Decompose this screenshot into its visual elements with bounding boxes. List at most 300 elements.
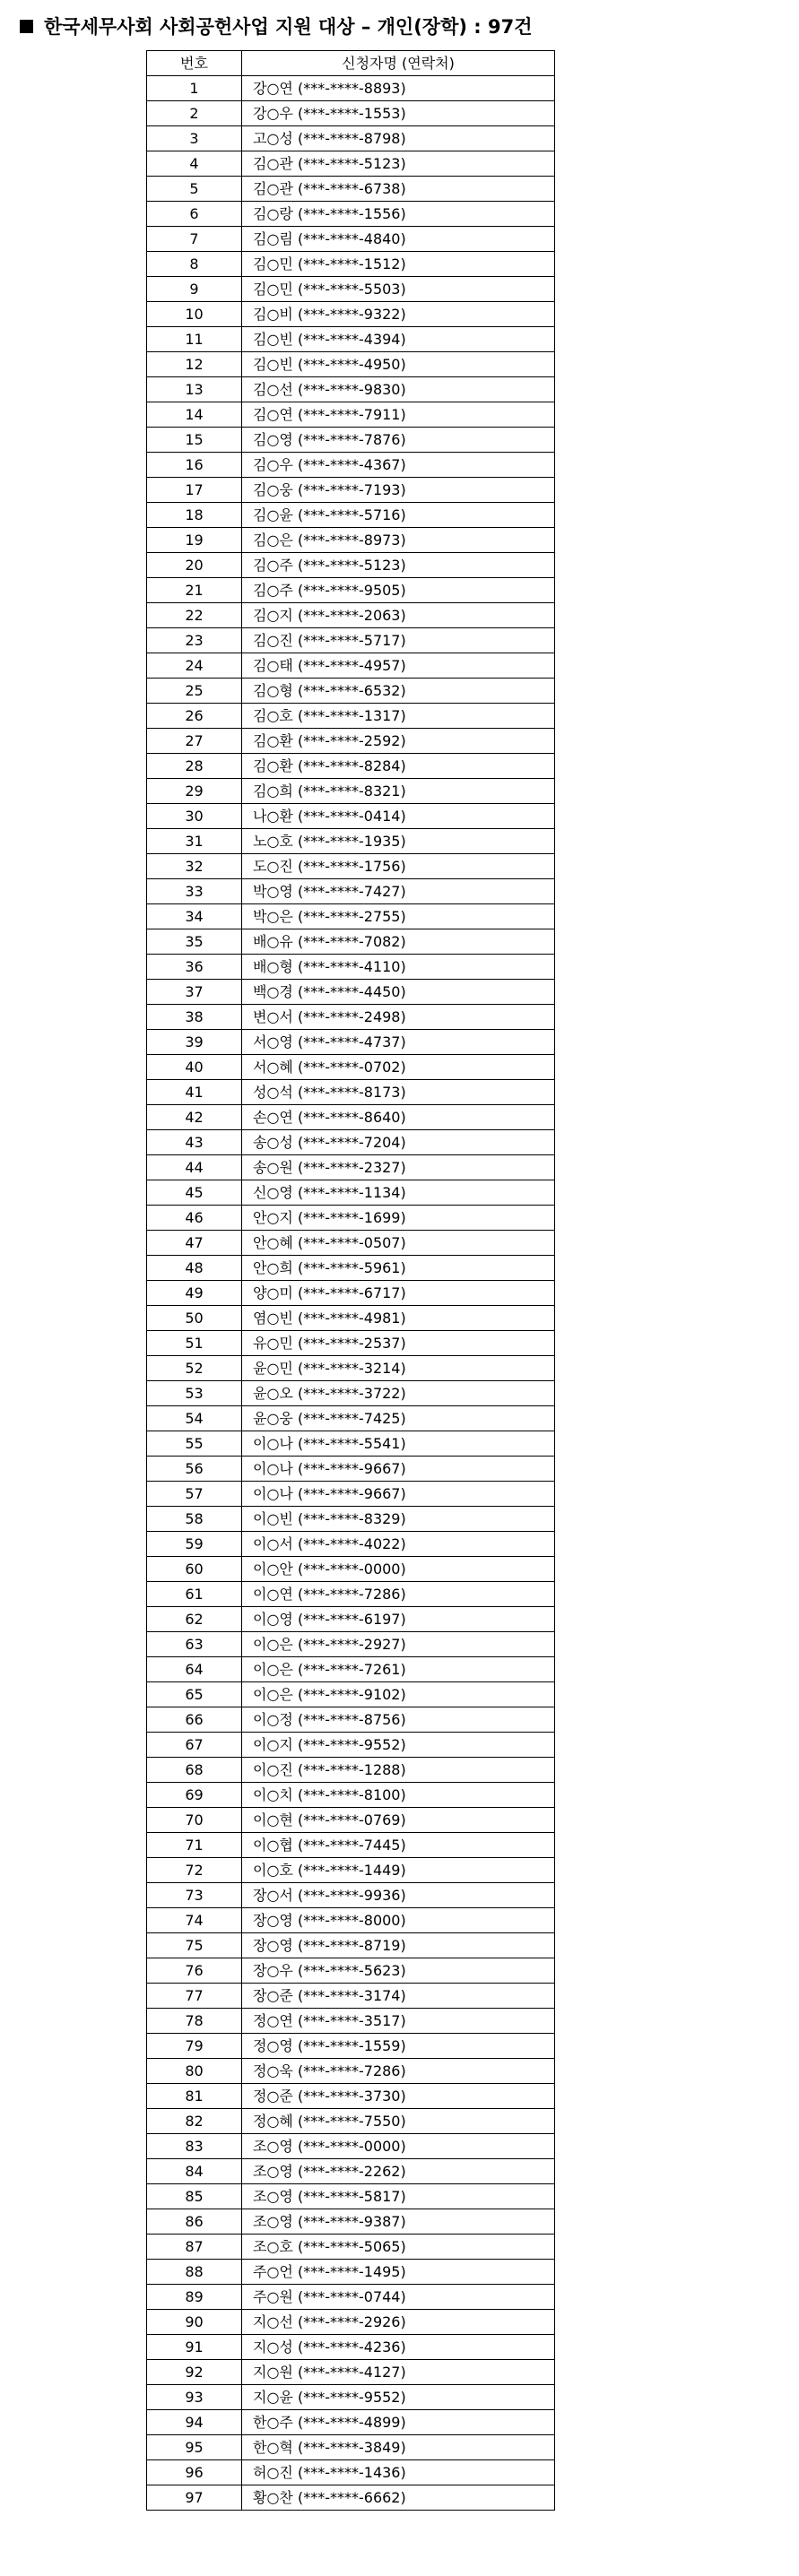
applicant-name: 서○혜 xyxy=(253,1059,293,1076)
row-number: 52 xyxy=(147,1356,242,1381)
row-applicant xyxy=(242,2034,555,2059)
row-number: 71 xyxy=(147,1833,242,1858)
applicant-phone: (***-****-6532) xyxy=(297,682,406,699)
row-number: 89 xyxy=(147,2285,242,2310)
applicant-phone: (***-****-5123) xyxy=(297,557,406,574)
row-number: 74 xyxy=(147,1908,242,1933)
applicant-name: 김○림 xyxy=(253,230,293,247)
row-applicant xyxy=(242,402,555,428)
applicant-name: 장○우 xyxy=(253,1962,293,1979)
applicant-phone: (***-****-7082) xyxy=(297,933,406,950)
applicant-phone: (***-****-1512) xyxy=(297,255,406,272)
row-number: 85 xyxy=(147,2184,242,2209)
row-number: 76 xyxy=(147,1958,242,1984)
row-number: 51 xyxy=(147,1331,242,1356)
applicant-phone: (***-****-7261) xyxy=(297,1661,406,1678)
applicant-phone: (***-****-7876) xyxy=(297,431,406,448)
applicant-phone: (***-****-8100) xyxy=(297,1786,406,1803)
applicant-phone: (***-****-6738) xyxy=(297,180,406,197)
row-number: 81 xyxy=(147,2084,242,2109)
row-number: 91 xyxy=(147,2335,242,2360)
applicant-name: 송○원 xyxy=(253,1159,293,1176)
applicant-phone: (***-****-3174) xyxy=(297,1987,406,2004)
row-number: 56 xyxy=(147,1457,242,1482)
row-number: 19 xyxy=(147,528,242,553)
table-row xyxy=(147,2485,555,2511)
row-number: 34 xyxy=(147,904,242,929)
row-applicant xyxy=(242,428,555,453)
applicant-phone: (***-****-8719) xyxy=(297,1937,406,1954)
row-number: 63 xyxy=(147,1632,242,1657)
row-number: 6 xyxy=(147,202,242,227)
applicant-name: 지○원 xyxy=(253,2364,293,2381)
applicant-name: 김○환 xyxy=(253,732,293,749)
row-applicant xyxy=(242,177,555,202)
row-applicant xyxy=(242,1908,555,1933)
row-number: 60 xyxy=(147,1557,242,1582)
row-applicant xyxy=(242,2460,555,2485)
applicant-phone: (***-****-2498) xyxy=(297,1008,406,1025)
applicant-phone: (***-****-5541) xyxy=(297,1435,406,1452)
applicant-name: 이○나 xyxy=(253,1460,293,1477)
applicant-name: 김○호 xyxy=(253,707,293,724)
applicant-phone: (***-****-2262) xyxy=(297,2163,406,2180)
applicant-name: 이○은 xyxy=(253,1661,293,1678)
row-applicant xyxy=(242,2159,555,2184)
table-row xyxy=(147,2235,555,2260)
row-number: 97 xyxy=(147,2485,242,2511)
applicant-phone: (***-****-3214) xyxy=(297,1360,406,1377)
row-number: 86 xyxy=(147,2209,242,2235)
row-number: 66 xyxy=(147,1707,242,1733)
table-row xyxy=(147,151,555,177)
table-row xyxy=(147,1632,555,1657)
applicant-phone: (***-****-9552) xyxy=(297,1736,406,1753)
row-number: 75 xyxy=(147,1933,242,1958)
row-number: 16 xyxy=(147,453,242,478)
applicant-phone: (***-****-5065) xyxy=(297,2238,406,2255)
table-row xyxy=(147,1557,555,1582)
row-applicant xyxy=(242,1632,555,1657)
table-row xyxy=(147,503,555,528)
row-number: 17 xyxy=(147,478,242,503)
table-row xyxy=(147,2435,555,2460)
row-applicant xyxy=(242,503,555,528)
applicant-name: 이○서 xyxy=(253,1535,293,1552)
applicant-name: 안○희 xyxy=(253,1259,293,1276)
row-number: 69 xyxy=(147,1783,242,1808)
applicant-phone: (***-****-1935) xyxy=(297,833,406,850)
row-number: 79 xyxy=(147,2034,242,2059)
row-number: 44 xyxy=(147,1155,242,1180)
table-row xyxy=(147,1958,555,1984)
row-applicant xyxy=(242,327,555,352)
table-row xyxy=(147,2034,555,2059)
applicant-phone: (***-****-1699) xyxy=(297,1209,406,1226)
row-applicant xyxy=(242,1933,555,1958)
applicant-phone: (***-****-6197) xyxy=(297,1611,406,1628)
row-number: 64 xyxy=(147,1657,242,1682)
applicant-name: 송○성 xyxy=(253,1134,293,1151)
table-row xyxy=(147,754,555,779)
row-number: 28 xyxy=(147,754,242,779)
row-applicant xyxy=(242,1758,555,1783)
table-row xyxy=(147,302,555,327)
row-applicant xyxy=(242,76,555,101)
row-number: 7 xyxy=(147,227,242,252)
row-applicant xyxy=(242,1180,555,1206)
row-applicant xyxy=(242,779,555,804)
applicant-phone: (***-****-0000) xyxy=(297,1560,406,1578)
applicant-name: 윤○오 xyxy=(253,1385,293,1402)
row-number: 4 xyxy=(147,151,242,177)
applicant-name: 손○연 xyxy=(253,1109,293,1126)
table-row xyxy=(147,1582,555,1607)
applicant-phone: (***-****-4840) xyxy=(297,230,406,247)
table-row xyxy=(147,1758,555,1783)
applicant-phone: (***-****-8329) xyxy=(297,1510,406,1527)
row-applicant xyxy=(242,1532,555,1557)
row-applicant xyxy=(242,302,555,327)
row-number: 84 xyxy=(147,2159,242,2184)
table-row xyxy=(147,76,555,101)
row-applicant xyxy=(242,1582,555,1607)
row-number: 36 xyxy=(147,955,242,980)
row-number: 9 xyxy=(147,277,242,302)
table-row xyxy=(147,1431,555,1457)
table-row xyxy=(147,729,555,754)
applicant-phone: (***-****-2926) xyxy=(297,2313,406,2330)
row-applicant xyxy=(242,1030,555,1055)
table-row xyxy=(147,1457,555,1482)
row-number: 32 xyxy=(147,854,242,879)
table-row xyxy=(147,1306,555,1331)
table-row xyxy=(147,478,555,503)
row-applicant xyxy=(242,2285,555,2310)
row-number: 12 xyxy=(147,352,242,377)
table-row xyxy=(147,628,555,653)
applicant-name: 허○진 xyxy=(253,2464,293,2481)
applicant-phone: (***-****-4367) xyxy=(297,456,406,473)
applicant-phone: (***-****-1756) xyxy=(297,858,406,875)
table-row xyxy=(147,2310,555,2335)
table-row xyxy=(147,402,555,428)
row-applicant xyxy=(242,528,555,553)
table-row xyxy=(147,2335,555,2360)
table-row xyxy=(147,2009,555,2034)
table-row xyxy=(147,2059,555,2084)
table-row xyxy=(147,1406,555,1431)
applicant-phone: (***-****-0769) xyxy=(297,1811,406,1828)
row-number: 80 xyxy=(147,2059,242,2084)
table-row xyxy=(147,1105,555,1130)
row-number: 43 xyxy=(147,1130,242,1155)
table-row xyxy=(147,1607,555,1632)
table-row xyxy=(147,101,555,126)
row-applicant xyxy=(242,1231,555,1256)
row-applicant xyxy=(242,252,555,277)
applicant-phone: (***-****-9505) xyxy=(297,582,406,599)
applicant-phone: (***-****-2537) xyxy=(297,1335,406,1352)
row-applicant xyxy=(242,1958,555,1984)
applicant-name: 강○연 xyxy=(253,80,293,97)
row-applicant xyxy=(242,1607,555,1632)
table-row xyxy=(147,428,555,453)
table-row xyxy=(147,854,555,879)
row-number: 33 xyxy=(147,879,242,904)
table-row xyxy=(147,1933,555,1958)
applicant-phone: (***-****-7425) xyxy=(297,1410,406,1427)
row-number: 78 xyxy=(147,2009,242,2034)
row-number: 45 xyxy=(147,1180,242,1206)
table-row xyxy=(147,1231,555,1256)
applicant-name: 김○진 xyxy=(253,632,293,649)
row-applicant xyxy=(242,904,555,929)
row-number: 20 xyxy=(147,553,242,578)
applicant-name: 윤○웅 xyxy=(253,1410,293,1427)
table-row xyxy=(147,177,555,202)
applicant-phone: (***-****-4450) xyxy=(297,983,406,1000)
table-row xyxy=(147,804,555,829)
applicant-name: 김○선 xyxy=(253,381,293,398)
table-row xyxy=(147,704,555,729)
applicant-name: 박○영 xyxy=(253,883,293,900)
table-row xyxy=(147,1733,555,1758)
row-applicant xyxy=(242,854,555,879)
applicant-phone: (***-****-5817) xyxy=(297,2188,406,2205)
table-row xyxy=(147,2385,555,2410)
table-row xyxy=(147,227,555,252)
row-number: 59 xyxy=(147,1532,242,1557)
applicant-phone: (***-****-0414) xyxy=(297,808,406,825)
applicant-name: 김○비 xyxy=(253,306,293,323)
table-row xyxy=(147,1833,555,1858)
row-applicant xyxy=(242,1707,555,1733)
applicant-name: 김○주 xyxy=(253,582,293,599)
applicant-phone: (***-****-8973) xyxy=(297,532,406,549)
table-row xyxy=(147,528,555,553)
row-applicant xyxy=(242,377,555,402)
row-applicant xyxy=(242,829,555,854)
applicant-phone: (***-****-4957) xyxy=(297,657,406,674)
row-number: 24 xyxy=(147,653,242,679)
row-applicant xyxy=(242,1808,555,1833)
applicant-name: 조○영 xyxy=(253,2163,293,2180)
row-number: 57 xyxy=(147,1482,242,1507)
row-applicant xyxy=(242,1331,555,1356)
table-row xyxy=(147,1130,555,1155)
applicant-phone: (***-****-4127) xyxy=(297,2364,406,2381)
applicant-name: 이○정 xyxy=(253,1711,293,1728)
applicant-name: 조○영 xyxy=(253,2138,293,2155)
row-applicant xyxy=(242,1306,555,1331)
applicant-phone: (***-****-8893) xyxy=(297,80,406,97)
applicant-name: 변○서 xyxy=(253,1008,293,1025)
row-number: 25 xyxy=(147,679,242,704)
applicant-name: 이○진 xyxy=(253,1761,293,1778)
row-applicant xyxy=(242,2260,555,2285)
row-number: 70 xyxy=(147,1808,242,1833)
table-row xyxy=(147,277,555,302)
applicant-phone: (***-****-1553) xyxy=(297,105,406,122)
table-row xyxy=(147,252,555,277)
table-row xyxy=(147,1984,555,2009)
row-number: 48 xyxy=(147,1256,242,1281)
table-row xyxy=(147,2109,555,2134)
row-applicant xyxy=(242,1783,555,1808)
applicant-name: 김○민 xyxy=(253,255,293,272)
row-applicant xyxy=(242,151,555,177)
row-applicant xyxy=(242,1381,555,1406)
applicant-phone: (***-****-8321) xyxy=(297,782,406,800)
applicant-phone: (***-****-3849) xyxy=(297,2439,406,2456)
row-applicant xyxy=(242,1055,555,1080)
table-row xyxy=(147,1180,555,1206)
row-applicant xyxy=(242,227,555,252)
row-number: 83 xyxy=(147,2134,242,2159)
applicant-phone: (***-****-7286) xyxy=(297,2062,406,2079)
applicant-name: 이○빈 xyxy=(253,1510,293,1527)
row-number: 30 xyxy=(147,804,242,829)
table-row xyxy=(147,2084,555,2109)
row-number: 39 xyxy=(147,1030,242,1055)
applicant-phone: (***-****-2063) xyxy=(297,607,406,624)
row-applicant xyxy=(242,679,555,704)
row-number: 3 xyxy=(147,126,242,151)
applicant-name: 정○혜 xyxy=(253,2113,293,2130)
row-number: 72 xyxy=(147,1858,242,1883)
row-applicant xyxy=(242,1080,555,1105)
applicant-name: 안○지 xyxy=(253,1209,293,1226)
row-applicant xyxy=(242,1130,555,1155)
applicant-phone: (***-****-7550) xyxy=(297,2113,406,2130)
row-number: 90 xyxy=(147,2310,242,2335)
applicant-phone: (***-****-9667) xyxy=(297,1485,406,1502)
applicant-name: 서○영 xyxy=(253,1033,293,1050)
row-applicant xyxy=(242,1482,555,1507)
applicant-phone: (***-****-5503) xyxy=(297,281,406,298)
row-applicant xyxy=(242,2109,555,2134)
applicant-name: 이○협 xyxy=(253,1837,293,1854)
applicant-name: 이○치 xyxy=(253,1786,293,1803)
applicant-phone: (***-****-9552) xyxy=(297,2389,406,2406)
row-applicant xyxy=(242,1507,555,1532)
table-row xyxy=(147,2460,555,2485)
row-number: 38 xyxy=(147,1005,242,1030)
applicant-name: 정○준 xyxy=(253,2088,293,2105)
row-applicant xyxy=(242,202,555,227)
row-applicant xyxy=(242,453,555,478)
row-applicant xyxy=(242,1682,555,1707)
applicant-name: 고○성 xyxy=(253,130,293,147)
applicant-phone: (***-****-5717) xyxy=(297,632,406,649)
row-applicant xyxy=(242,1457,555,1482)
applicant-name: 김○웅 xyxy=(253,481,293,498)
applicant-name: 이○안 xyxy=(253,1560,293,1578)
applicant-phone: (***-****-6717) xyxy=(297,1284,406,1301)
applicant-phone: (***-****-2592) xyxy=(297,732,406,749)
applicant-name: 지○선 xyxy=(253,2313,293,2330)
table-row xyxy=(147,1707,555,1733)
row-number: 67 xyxy=(147,1733,242,1758)
row-number: 47 xyxy=(147,1231,242,1256)
table-row xyxy=(147,1256,555,1281)
applicant-name: 이○나 xyxy=(253,1485,293,1502)
applicant-phone: (***-****-6662) xyxy=(297,2489,406,2506)
applicant-name: 박○은 xyxy=(253,908,293,925)
row-applicant xyxy=(242,2184,555,2209)
table-row xyxy=(147,980,555,1005)
row-number: 31 xyxy=(147,829,242,854)
applicant-name: 이○호 xyxy=(253,1862,293,1879)
table-row xyxy=(147,1532,555,1557)
row-number: 49 xyxy=(147,1281,242,1306)
row-number: 27 xyxy=(147,729,242,754)
row-number: 14 xyxy=(147,402,242,428)
applicant-phone: (***-****-4737) xyxy=(297,1033,406,1050)
applicant-phone: (***-****-2327) xyxy=(297,1159,406,1176)
applicant-phone: (***-****-7193) xyxy=(297,481,406,498)
table-row xyxy=(147,2410,555,2435)
row-number: 26 xyxy=(147,704,242,729)
row-applicant xyxy=(242,2059,555,2084)
applicant-phone: (***-****-9667) xyxy=(297,1460,406,1477)
applicant-phone: (***-****-1449) xyxy=(297,1862,406,1879)
applicant-name: 염○빈 xyxy=(253,1310,293,1327)
applicant-phone: (***-****-4981) xyxy=(297,1310,406,1327)
row-number: 29 xyxy=(147,779,242,804)
applicant-name: 김○태 xyxy=(253,657,293,674)
applicant-name: 안○혜 xyxy=(253,1234,293,1251)
applicant-name: 장○준 xyxy=(253,1987,293,2004)
table-row xyxy=(147,202,555,227)
row-number: 8 xyxy=(147,252,242,277)
row-applicant xyxy=(242,2235,555,2260)
applicant-name: 유○민 xyxy=(253,1335,293,1352)
row-applicant xyxy=(242,1833,555,1858)
row-number: 54 xyxy=(147,1406,242,1431)
table-row xyxy=(147,603,555,628)
applicant-name: 김○환 xyxy=(253,757,293,774)
row-number: 93 xyxy=(147,2385,242,2410)
row-number: 10 xyxy=(147,302,242,327)
applicant-phone: (***-****-1556) xyxy=(297,205,406,222)
applicant-phone: (***-****-4236) xyxy=(297,2338,406,2356)
row-applicant xyxy=(242,1733,555,1758)
applicant-name: 조○영 xyxy=(253,2213,293,2230)
row-number: 50 xyxy=(147,1306,242,1331)
table-row xyxy=(147,1155,555,1180)
applicant-phone: (***-****-0702) xyxy=(297,1059,406,1076)
applicant-name: 조○호 xyxy=(253,2238,293,2255)
table-row xyxy=(147,1808,555,1833)
row-number: 22 xyxy=(147,603,242,628)
table-row xyxy=(147,553,555,578)
applicant-name: 양○미 xyxy=(253,1284,293,1301)
applicant-name: 김○연 xyxy=(253,406,293,423)
applicant-name: 노○호 xyxy=(253,833,293,850)
applicant-phone: (***-****-8640) xyxy=(297,1109,406,1126)
table-row xyxy=(147,1682,555,1707)
row-applicant xyxy=(242,2209,555,2235)
row-applicant xyxy=(242,1256,555,1281)
row-applicant xyxy=(242,1281,555,1306)
applicant-phone: (***-****-2755) xyxy=(297,908,406,925)
applicant-phone: (***-****-9830) xyxy=(297,381,406,398)
row-number: 35 xyxy=(147,929,242,955)
table-row xyxy=(147,1281,555,1306)
row-applicant xyxy=(242,2084,555,2109)
